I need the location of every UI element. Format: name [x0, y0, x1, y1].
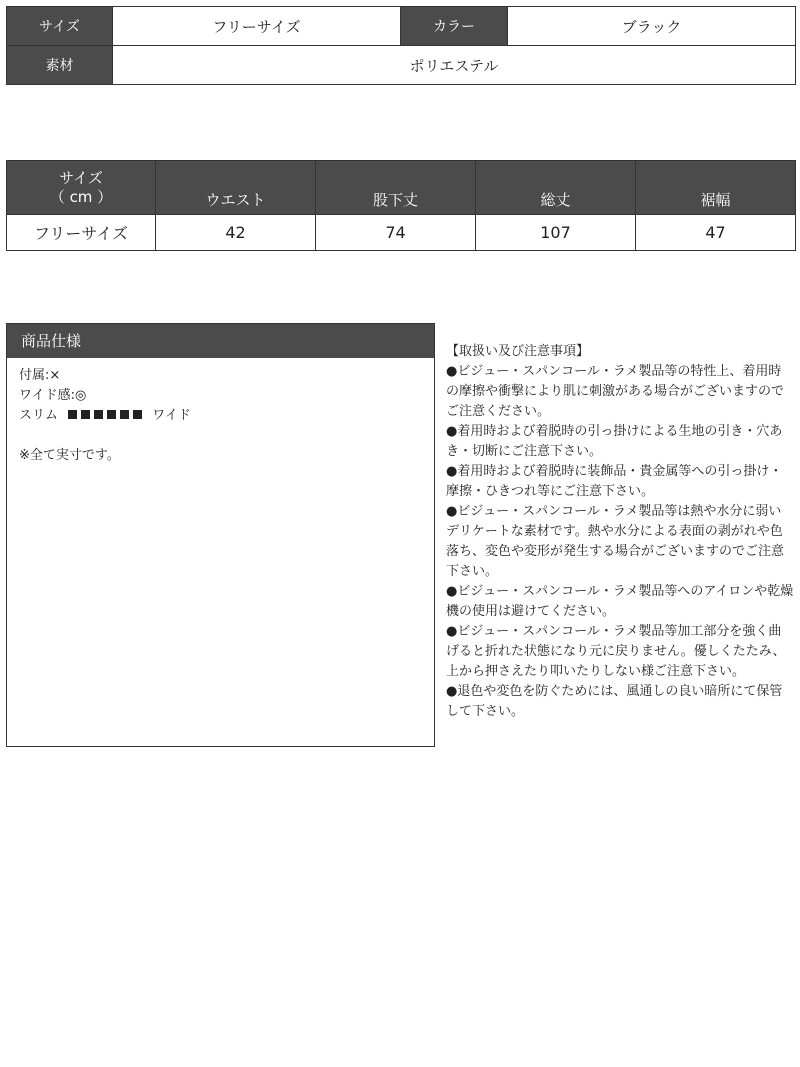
table-row: [7, 46, 796, 85]
inseam-value: 74: [316, 215, 476, 251]
table-row: [7, 215, 796, 251]
measurement-note: ※全て実寸です。: [19, 448, 120, 463]
table-header-row: [7, 161, 796, 215]
color-label: カラー: [401, 7, 508, 46]
fit-scale: [19, 406, 422, 426]
size-header-label: サイズ: [59, 168, 103, 187]
size-label: サイズ: [7, 7, 113, 46]
inseam-header: 股下丈: [316, 161, 476, 215]
size-cm-header: [7, 161, 156, 215]
total-length-value: 107: [476, 215, 636, 251]
accessory-line: 付属:×: [19, 368, 61, 383]
material-label: 素材: [7, 46, 113, 85]
slider-step-square: [120, 410, 129, 419]
waist-header: ウエスト: [156, 161, 316, 215]
size-value: フリーサイズ: [113, 7, 401, 46]
material-value: ポリエステル: [113, 46, 796, 85]
note-item: ●ビジュー・スパンコール・ラメ製品等加工部分を強く曲げると折れた状態になり元に戻りません。優しくたたみ、上から押さえたり叩いたりしない様ご注意下さい。: [446, 624, 786, 679]
note-item: ●着用時および着脱時の引っ掛けによる生地の引き・穴あき・切断にご注意下さい。: [446, 424, 783, 459]
product-spec-box: [6, 323, 435, 747]
slider-step-square: [107, 410, 116, 419]
total-length-header: 総丈: [476, 161, 636, 215]
note-item: ●着用時および着脱時に装飾品・貴金属等への引っ掛け・摩擦・ひきつれ等にご注意下さい。: [446, 464, 783, 499]
hem-width-header: 裾幅: [636, 161, 796, 215]
unit-header-label: （ cm ）: [49, 187, 113, 206]
note-item: ●ビジュー・スパンコール・ラメ製品等の特性上、着用時の摩擦や衝撃により肌に刺激がある場合がございますのでご注意ください。: [446, 364, 785, 419]
spec-title: 商品仕様: [7, 324, 434, 358]
note-item: ●ビジュー・スパンコール・ラメ製品等は熱や水分に弱いデリケートな素材です。熱や水分による表面の剥がれや色落ち、変色や変形が発生する場合がございますのでご注意下さい。: [446, 504, 785, 579]
wide-feel-line: ワイド感:◎: [19, 388, 87, 403]
waist-value: 42: [156, 215, 316, 251]
table-row: [7, 7, 796, 46]
slider-step-square: [133, 410, 142, 419]
row-size: フリーサイズ: [7, 215, 156, 251]
slider-step-square: [68, 410, 77, 419]
spec-body: [7, 358, 434, 474]
measurement-table: [6, 160, 796, 251]
care-notes: [446, 342, 794, 722]
slider-step-square: [81, 410, 90, 419]
basic-info-table: [6, 6, 796, 85]
slider-step-square: [94, 410, 103, 419]
hem-width-value: 47: [636, 215, 796, 251]
slider-left-label: スリム: [19, 408, 59, 423]
color-value: ブラック: [508, 7, 796, 46]
note-item: ●ビジュー・スパンコール・ラメ製品等へのアイロンや乾燥機の使用は避けてください。: [446, 584, 794, 619]
note-item: ●退色や変色を防ぐためには、風通しの良い暗所にて保管して下さい。: [446, 684, 783, 719]
fit-slider: [68, 410, 142, 419]
notes-title: 【取扱い及び注意事項】: [446, 344, 590, 359]
slider-right-label: ワイド: [152, 408, 191, 423]
